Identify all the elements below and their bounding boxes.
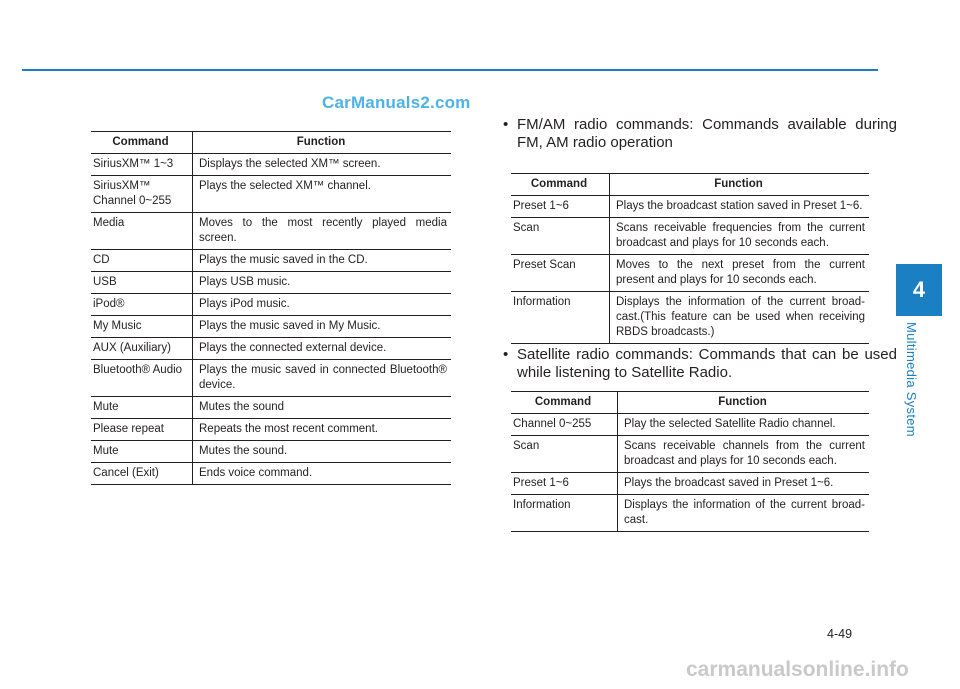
function-cell: Moves to the next preset from the current present and plays for 10 seconds each. xyxy=(610,255,870,292)
table-row xyxy=(511,414,869,436)
table-header-row xyxy=(511,174,869,196)
function-cell: Displays the information of the current broad-cast. xyxy=(618,495,870,532)
satellite-command-table xyxy=(511,391,869,532)
table-row xyxy=(511,495,869,532)
function-cell: Mutes the sound. xyxy=(193,441,452,463)
function-cell: Plays the broadcast saved in Preset 1~6. xyxy=(618,473,870,495)
table-row xyxy=(511,292,869,344)
function-cell: Scans receivable channels from the current broadcast and plays for 10 seconds each. xyxy=(618,436,870,473)
command-cell: AUX (Auxiliary) xyxy=(91,338,193,360)
function-cell: Plays the selected XM™ channel. xyxy=(193,176,452,213)
command-cell: Information xyxy=(511,292,610,344)
fmam-commands-intro: • FM/AM radio commands: Commands available during FM, AM radio operation xyxy=(500,116,897,152)
voice-command-table xyxy=(91,131,451,485)
table-row xyxy=(91,250,451,272)
function-cell: Moves to the most recently played media screen. xyxy=(193,213,452,250)
header-rule xyxy=(22,69,878,71)
table-row xyxy=(91,419,451,441)
command-cell: SiriusXM™ 1~3 xyxy=(91,154,193,176)
command-cell: Information xyxy=(511,495,618,532)
table-row xyxy=(91,176,451,213)
chapter-title: Multimedia System xyxy=(904,322,919,437)
table-row xyxy=(91,338,451,360)
chapter-number-tab: 4 xyxy=(896,264,942,316)
command-cell: Bluetooth® Audio xyxy=(91,360,193,397)
table-row xyxy=(91,463,451,485)
table-row xyxy=(91,316,451,338)
command-cell: Mute xyxy=(91,441,193,463)
command-cell: CD xyxy=(91,250,193,272)
function-cell: Displays the selected XM™ screen. xyxy=(193,154,452,176)
function-cell: Plays iPod music. xyxy=(193,294,452,316)
table-row xyxy=(91,294,451,316)
command-cell: Preset 1~6 xyxy=(511,473,618,495)
function-cell: Plays the music saved in connected Bluetooth® device. xyxy=(193,360,452,397)
command-cell: USB xyxy=(91,272,193,294)
function-cell: Displays the information of the current broad-cast.(This feature can be used when receiving RBDS broadcasts.) xyxy=(610,292,870,344)
function-cell: Plays the music saved in the CD. xyxy=(193,250,452,272)
command-cell: My Music xyxy=(91,316,193,338)
function-cell: Plays USB music. xyxy=(193,272,452,294)
function-cell: Ends voice command. xyxy=(193,463,452,485)
function-cell: Repeats the most recent comment. xyxy=(193,419,452,441)
command-cell: Scan xyxy=(511,218,610,255)
command-cell: Cancel (Exit) xyxy=(91,463,193,485)
table-header-row xyxy=(511,392,869,414)
function-cell: Plays the music saved in My Music. xyxy=(193,316,452,338)
watermark-text: CarManuals2.com xyxy=(322,93,471,112)
fmam-command-table xyxy=(511,173,869,344)
table-row xyxy=(91,272,451,294)
table-row xyxy=(91,213,451,250)
command-cell: Media xyxy=(91,213,193,250)
function-cell: Play the selected Satellite Radio channel. xyxy=(618,414,870,436)
table-row xyxy=(511,196,869,218)
function-cell: Plays the connected external device. xyxy=(193,338,452,360)
column-header-command: Command xyxy=(511,174,610,196)
command-cell: Preset 1~6 xyxy=(511,196,610,218)
table-row xyxy=(511,436,869,473)
command-cell: Scan xyxy=(511,436,618,473)
satellite-commands-intro: • Satellite radio commands: Commands that can be used while listening to Satellite Radio. xyxy=(500,346,897,382)
command-cell: Mute xyxy=(91,397,193,419)
table-row xyxy=(91,360,451,397)
column-header-command: Command xyxy=(91,132,193,154)
column-header-command: Command xyxy=(511,392,618,414)
table-row xyxy=(91,441,451,463)
page-number: 4-49 xyxy=(827,627,853,641)
command-cell: Preset Scan xyxy=(511,255,610,292)
column-header-function: Function xyxy=(610,174,870,196)
function-cell: Mutes the sound xyxy=(193,397,452,419)
table-row xyxy=(511,473,869,495)
command-cell: iPod® xyxy=(91,294,193,316)
table-row xyxy=(91,154,451,176)
table-header-row xyxy=(91,132,451,154)
command-cell: Please repeat xyxy=(91,419,193,441)
command-cell: SiriusXM™ Channel 0~255 xyxy=(91,176,193,213)
table-row xyxy=(511,218,869,255)
table-row xyxy=(91,397,451,419)
function-cell: Scans receivable frequencies from the current broadcast and plays for 10 seconds each. xyxy=(610,218,870,255)
command-cell: Channel 0~255 xyxy=(511,414,618,436)
footer-watermark: carmanualsonline.info xyxy=(686,658,909,681)
table-row xyxy=(511,255,869,292)
column-header-function: Function xyxy=(618,392,870,414)
function-cell: Plays the broadcast station saved in Preset 1~6. xyxy=(610,196,870,218)
column-header-function: Function xyxy=(193,132,452,154)
